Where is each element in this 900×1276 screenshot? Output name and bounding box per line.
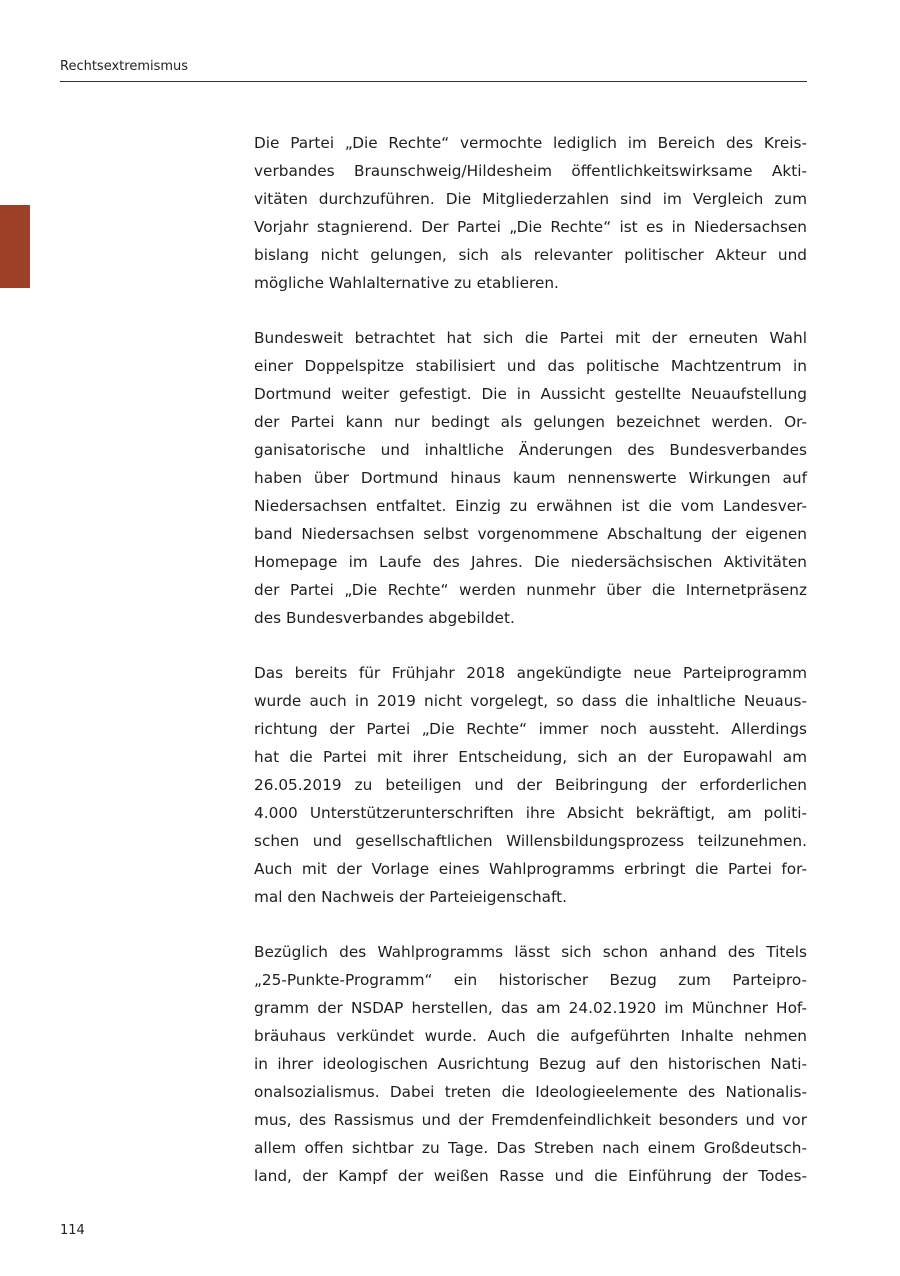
text-line: mögliche Wahlalternative zu etablieren. (254, 274, 559, 292)
text-line: Bezüglich des Wahlprogramms lässt sich schon anhand des Titels (254, 943, 807, 961)
text-line: Niedersachsen entfaltet. Einzig zu erwähnen ist die vom Landesver- (254, 497, 807, 515)
text-line: Vorjahr stagnierend. Der Partei „Die Rechte“ ist es in Niedersachsen (254, 218, 807, 236)
text-line: schen und gesellschaftlichen Willensbildungsprozess teilzunehmen. (254, 832, 807, 850)
body-paragraph (254, 129, 807, 297)
text-line: richtung der Partei „Die Rechte“ immer noch aussteht. Allerdings (254, 720, 807, 738)
text-line: 4.000 Unterstützerunterschriften ihre Absicht bekräftigt, am politi- (254, 804, 807, 822)
text-line: band Niedersachsen selbst vorgenommene Abschaltung der eigenen (254, 525, 807, 543)
body-paragraph (254, 659, 807, 911)
text-line: hat die Partei mit ihrer Entscheidung, sich an der Europawahl am (254, 748, 807, 766)
text-line: Bundesweit betrachtet hat sich die Partei mit der erneuten Wahl (254, 329, 807, 347)
text-line: des Bundesverbandes abgebildet. (254, 609, 515, 627)
page-number: 114 (60, 1223, 85, 1238)
text-line: „25-Punkte-Programm“ ein historischer Bezug zum Parteipro- (254, 971, 807, 989)
text-line: Das bereits für Frühjahr 2018 angekündigte neue Parteiprogramm (254, 664, 807, 682)
body-text (254, 129, 807, 1217)
text-line: onalsozialismus. Dabei treten die Ideologieelemente des Nationalis- (254, 1083, 807, 1101)
header-rule (60, 81, 807, 82)
text-line: Auch mit der Vorlage eines Wahlprogramms erbringt die Partei for- (254, 860, 807, 878)
text-line: der Partei „Die Rechte“ werden nunmehr über die Internetpräsenz (254, 581, 807, 599)
text-line: bräuhaus verkündet wurde. Auch die aufgeführten Inhalte nehmen (254, 1027, 807, 1045)
body-paragraph (254, 324, 807, 632)
text-line: verbandes Braunschweig/Hildesheim öffentlichkeitswirksame Akti- (254, 162, 807, 180)
text-line: mal den Nachweis der Parteieigenschaft. (254, 888, 568, 906)
text-line: der Partei kann nur bedingt als gelungen bezeichnet werden. Or- (254, 413, 807, 431)
text-line: vitäten durchzuführen. Die Mitgliederzahlen sind im Vergleich zum (254, 190, 807, 208)
text-line: bislang nicht gelungen, sich als relevanter politischer Akteur und (254, 246, 807, 264)
text-line: haben über Dortmund hinaus kaum nennenswerte Wirkungen auf (254, 469, 807, 487)
text-line: allem offen sichtbar zu Tage. Das Streben nach einem Großdeutsch- (254, 1139, 807, 1157)
text-line: 26.05.2019 zu beteiligen und der Beibringung der erforderlichen (254, 776, 807, 794)
text-line: ganisatorische und inhaltliche Änderungen des Bundesverbandes (254, 441, 807, 459)
running-head-title: Rechtsextremismus (60, 59, 189, 74)
body-paragraph (254, 938, 807, 1190)
text-line: Homepage im Laufe des Jahres. Die niedersächsischen Aktivitäten (254, 553, 807, 571)
text-line: einer Doppelspitze stabilisiert und das politische Machtzentrum in (254, 357, 807, 375)
text-line: in ihrer ideologischen Ausrichtung Bezug auf den historischen Nati- (254, 1055, 807, 1073)
text-line: wurde auch in 2019 nicht vorgelegt, so dass die inhaltliche Neuaus- (254, 692, 807, 710)
text-line: land, der Kampf der weißen Rasse und die Einführung der Todes- (254, 1167, 807, 1185)
text-line: mus, des Rassismus und der Fremdenfeindlichkeit besonders und vor (254, 1111, 807, 1129)
text-line: Dortmund weiter gefestigt. Die in Aussicht gestellte Neuaufstellung (254, 385, 807, 403)
text-line: Die Partei „Die Rechte“ vermochte lediglich im Bereich des Kreis- (254, 134, 807, 152)
chapter-side-tab (0, 205, 30, 288)
text-line: gramm der NSDAP herstellen, das am 24.02.1920 im Münchner Hof- (254, 999, 807, 1017)
